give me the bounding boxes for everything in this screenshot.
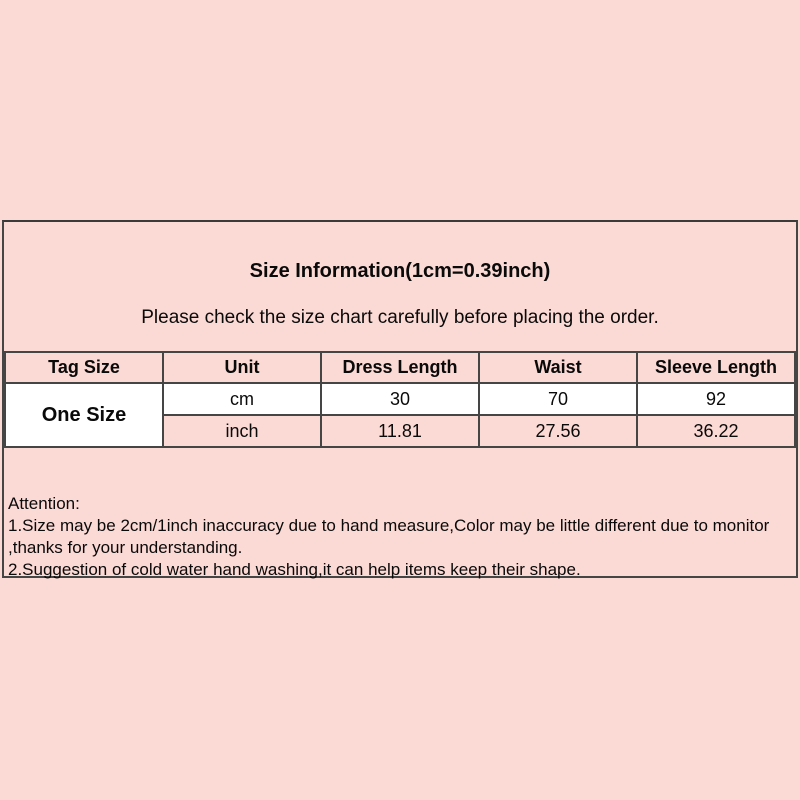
header-tag-size: Tag Size [5,352,163,383]
cell-unit-inch: inch [163,415,321,447]
attention-line-2: ,thanks for your understanding. [8,538,243,557]
header-sleeve-length: Sleeve Length [637,352,795,383]
cell-tag-size: One Size [5,383,163,447]
cell-unit-cm: cm [163,383,321,415]
size-chart-notice: Please check the size chart carefully before placing the order. [141,307,659,328]
attention-line-1: 1.Size may be 2cm/1inch inaccuracy due to hand measure,Color may be little different due to monitor [8,516,770,535]
size-info-panel [2,220,798,578]
header-unit: Unit [163,352,321,383]
attention-line-3: 2.Suggestion of cold water hand washing,it can help items keep their shape. [8,560,581,579]
table-row-cm [5,383,795,415]
cell-waist-cm: 70 [479,383,637,415]
cell-dress-length-inch: 11.81 [321,415,479,447]
attention-note [4,493,796,581]
size-table [4,351,796,448]
header-dress-length: Dress Length [321,352,479,383]
attention-heading: Attention: [8,494,80,513]
cell-sleeve-length-cm: 92 [637,383,795,415]
cell-waist-inch: 27.56 [479,415,637,447]
size-info-title: Size Information(1cm=0.39inch) [249,260,551,282]
header-waist: Waist [479,352,637,383]
cell-dress-length-cm: 30 [321,383,479,415]
cell-sleeve-length-inch: 36.22 [637,415,795,447]
size-table-header-row [5,352,795,383]
